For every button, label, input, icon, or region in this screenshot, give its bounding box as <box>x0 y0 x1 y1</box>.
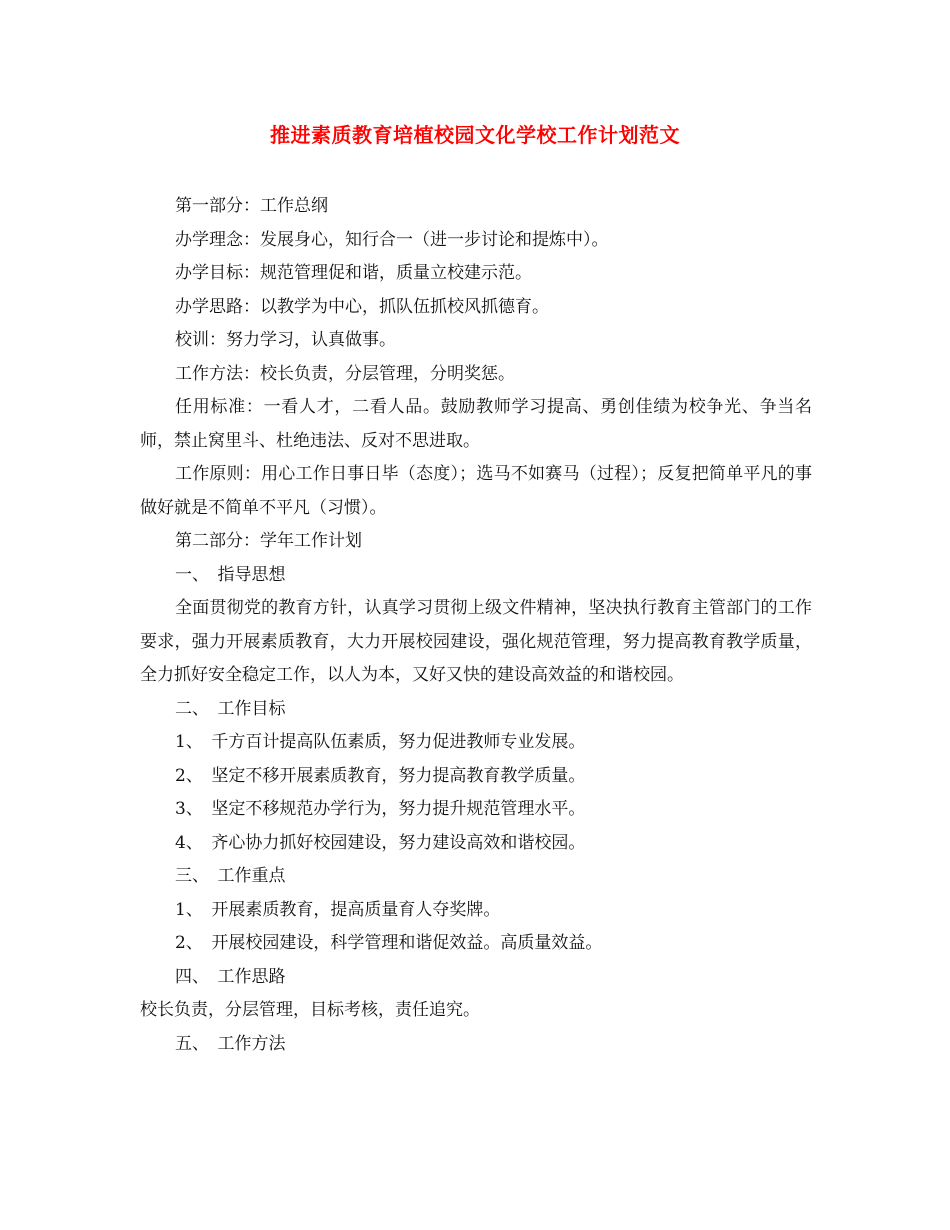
paragraph: 任用标准：一看人才，二看人品。鼓励教师学习提高、勇创佳绩为校争光、争当名师，禁止窝里斗、杜绝违法、反对不思进取。 <box>140 397 812 451</box>
paragraph: 全面贯彻党的教育方针，认真学习贯彻上级文件精神，坚决执行教育主管部门的工作要求，强力开展素质教育，大力开展校园建设，强化规范管理，努力提高教育教学质量，全力抓好安全稳定工作，以人为本，又好又快的建设高效益的和谐校园。 <box>140 598 812 685</box>
document-body <box>140 190 812 1061</box>
paragraph: 办学思路：以教学为中心，抓队伍抓校风抓德育。 <box>175 296 549 317</box>
subsection-heading: 五、 工作方法 <box>175 1033 286 1054</box>
paragraph: 办学目标：规范管理促和谐，质量立校建示范。 <box>175 263 532 283</box>
list-item: 1、 开展素质教育，提高质量育人夺奖牌。 <box>175 899 501 920</box>
list-item: 1、 千方百计提高队伍素质，努力促进教师专业发展。 <box>175 732 586 752</box>
section-heading: 第一部分：工作总纲 <box>175 196 328 216</box>
document-title: 推进素质教育培植校园文化学校工作计划范文 <box>270 123 680 147</box>
paragraph: 校长负责，分层管理，目标考核，责任追究。 <box>140 1000 480 1020</box>
paragraph: 工作方法：校长负责，分层管理，分明奖惩。 <box>175 363 515 384</box>
list-item: 3、 坚定不移规范办学行为，努力提升规范管理水平。 <box>175 799 586 819</box>
subsection-heading: 四、 工作思路 <box>175 966 286 987</box>
paragraph: 工作原则：用心工作日事日毕（态度）；选马不如赛马（过程）；反复把简单平凡的事做好就是不简单不平凡（习惯）。 <box>140 464 812 518</box>
paragraph: 办学理念：发展身心，知行合一（进一步讨论和提炼中）。 <box>175 229 609 250</box>
subsection-heading: 二、 工作目标 <box>175 698 286 719</box>
list-item: 4、 齐心协力抓好校园建设，努力建设高效和谐校园。 <box>175 832 586 853</box>
subsection-heading: 三、 工作重点 <box>175 866 286 886</box>
subsection-heading: 一、 指导思想 <box>175 564 286 585</box>
list-item: 2、 坚定不移开展素质教育，努力提高教育教学质量。 <box>175 765 586 786</box>
paragraph: 校训：努力学习，认真做事。 <box>175 330 396 350</box>
list-item: 2、 开展校园建设，科学管理和谐促效益。高质量效益。 <box>175 933 603 953</box>
section-heading: 第二部分：学年工作计划 <box>175 531 362 551</box>
